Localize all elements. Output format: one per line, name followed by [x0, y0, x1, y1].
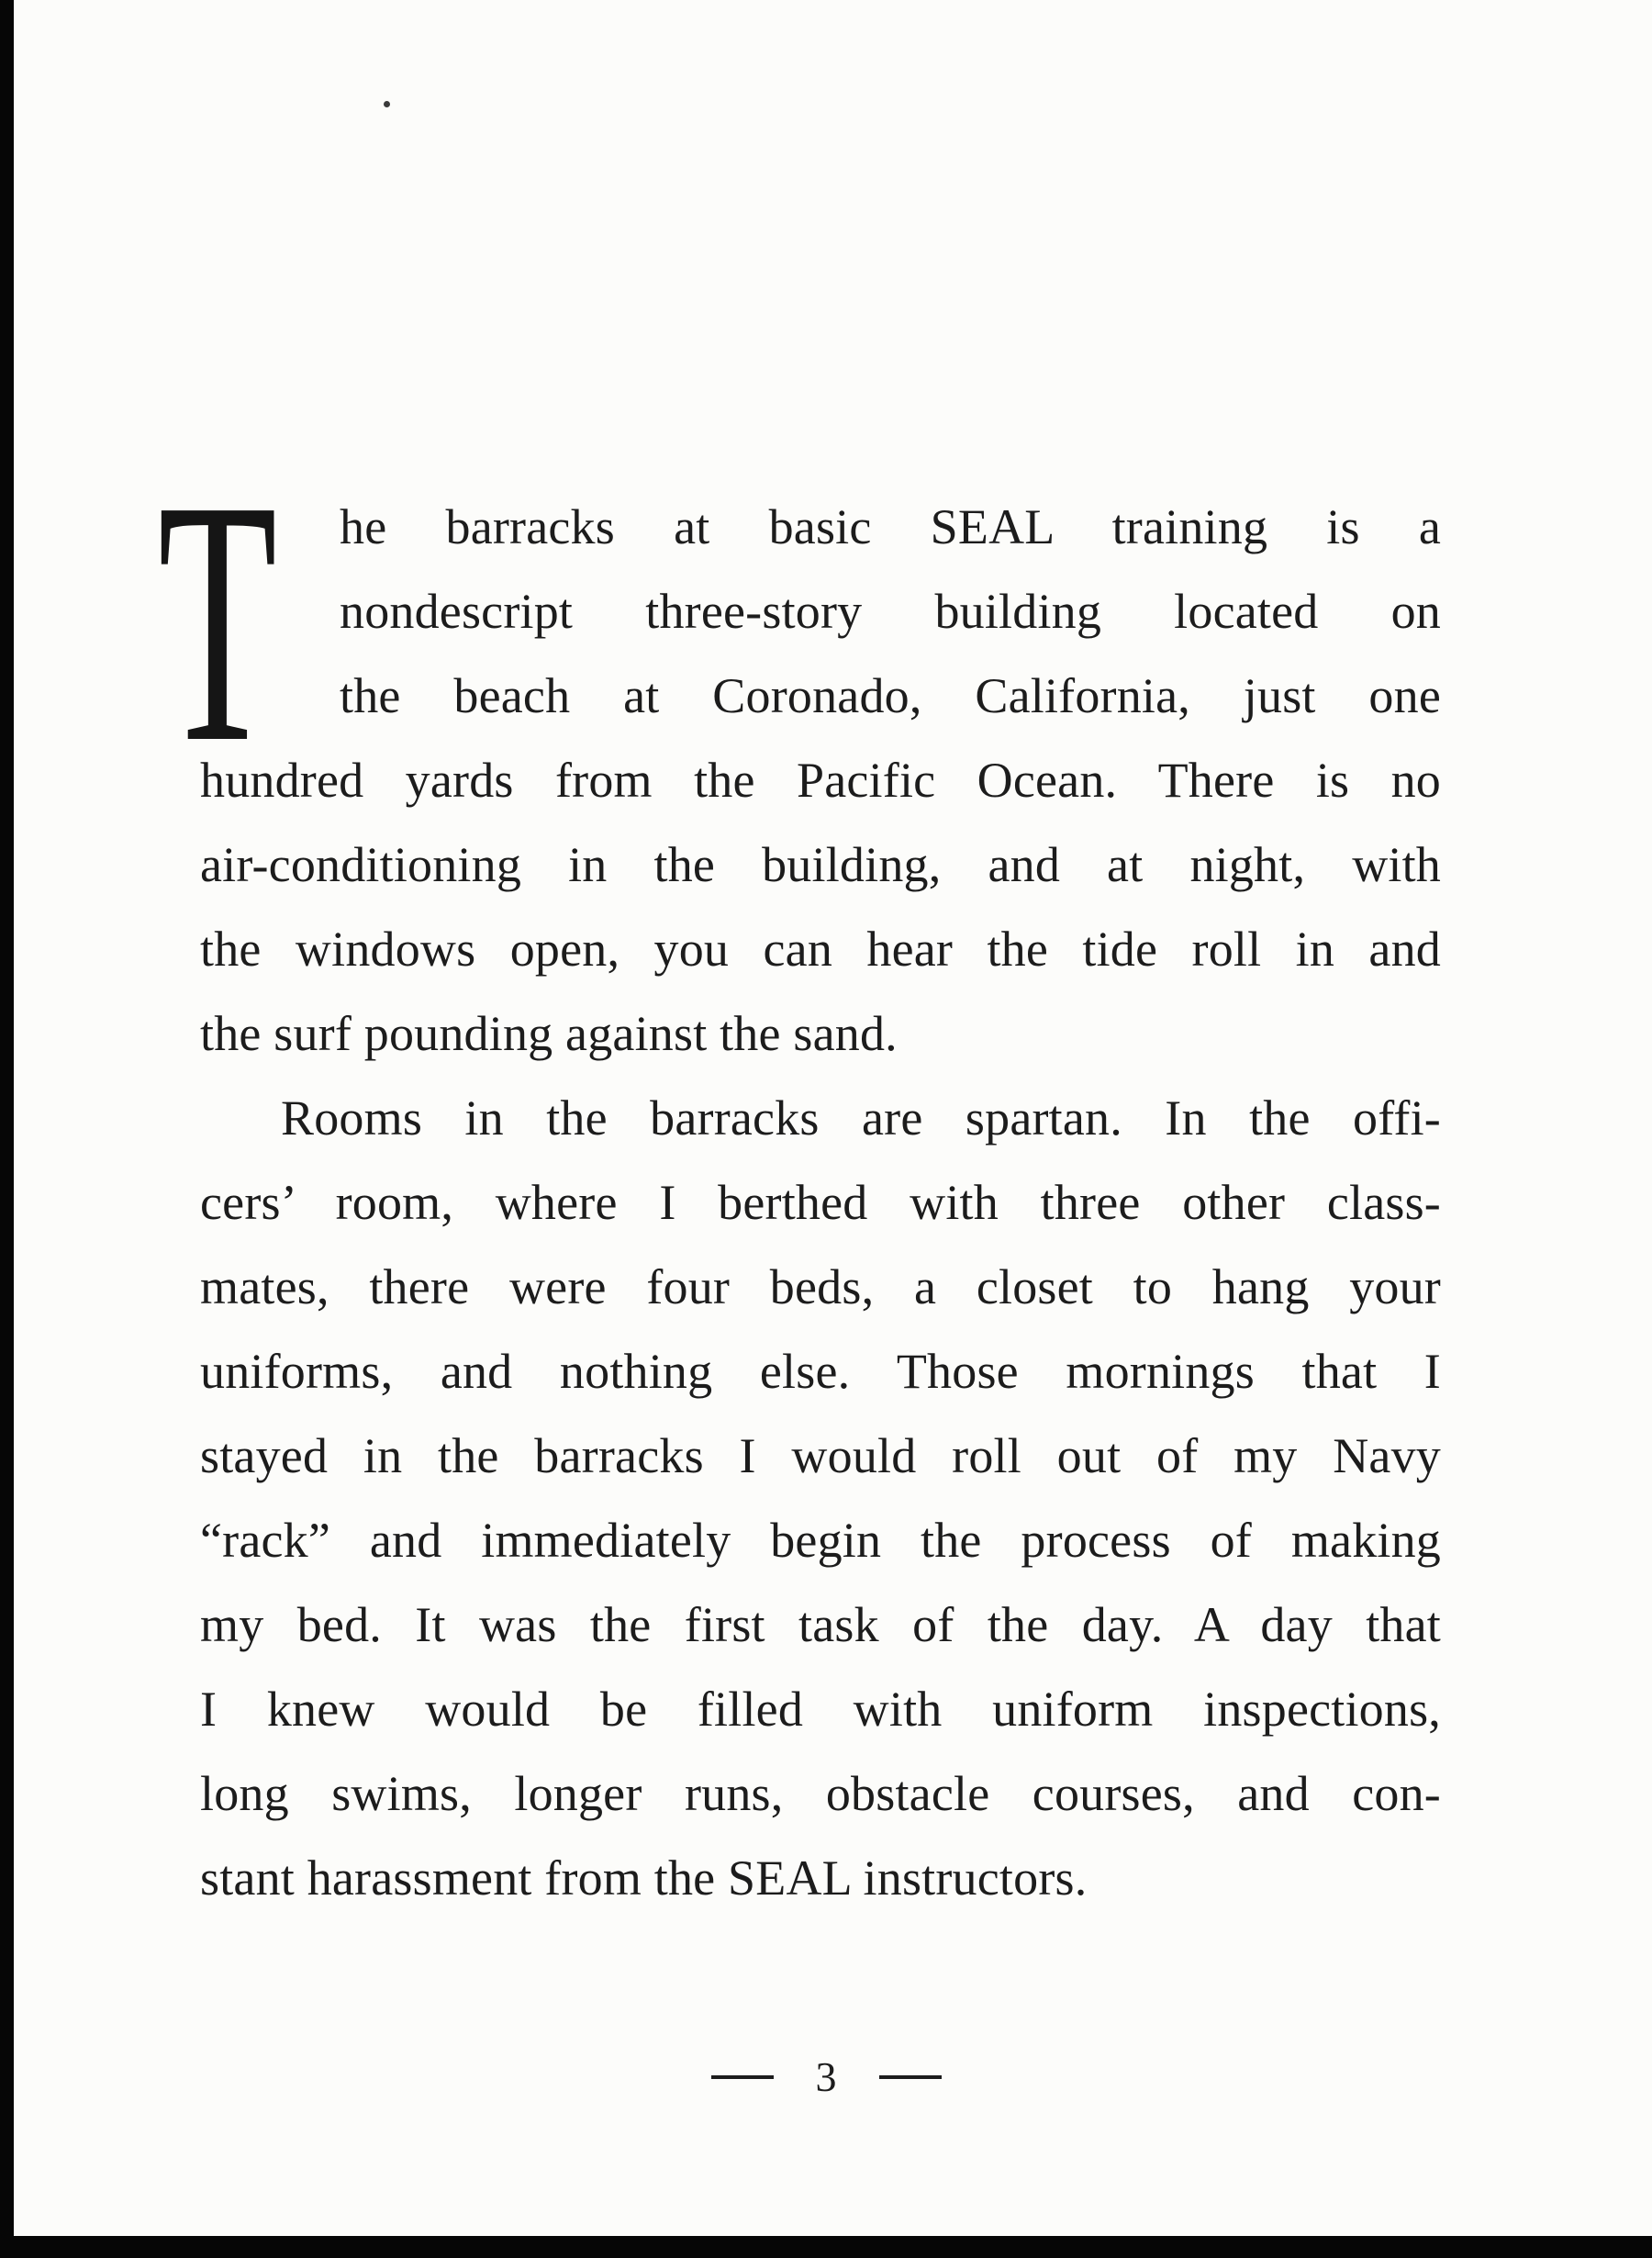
text-line: long swims, longer runs, obstacle courses, and con-	[200, 1766, 1441, 1821]
text-line: nondescript three-story building located on	[340, 584, 1441, 639]
text-line: Rooms in the barracks are spartan. In the offi-	[281, 1090, 1441, 1146]
text-line: stant harassment from the SEAL instructors.	[200, 1850, 1088, 1906]
text-line: uniforms, and nothing else. Those mornings that I	[200, 1344, 1441, 1399]
text-line: hundred yards from the Pacific Ocean. There is no	[200, 753, 1441, 808]
text-line: mates, there were four beds, a closet to hang your	[200, 1259, 1441, 1314]
body-text	[158, 429, 1441, 1920]
text-line: the windows open, you can hear the tide roll in and	[200, 922, 1441, 977]
text-line: he barracks at basic SEAL training is a	[340, 499, 1441, 554]
page-footer	[0, 2053, 1652, 2100]
text-line: the surf pounding against the sand.	[200, 1006, 898, 1061]
text-line: stayed in the barracks I would roll out of my Navy	[200, 1428, 1441, 1483]
page-number: 3	[815, 2053, 837, 2100]
text-line: the beach at Coronado, California, just one	[340, 668, 1441, 723]
text-line: air-conditioning in the building, and at night, with	[200, 837, 1441, 892]
drop-cap-letter: T	[158, 429, 278, 815]
text-line: my bed. It was the first task of the day. A day that	[200, 1597, 1441, 1652]
drop-cap	[158, 429, 291, 815]
page-number-rule-right	[879, 2075, 942, 2079]
scan-edge-bottom	[0, 2236, 1652, 2258]
text-line: “rack” and immediately begin the process of making	[200, 1513, 1441, 1568]
text-line: cers’ room, where I berthed with three other class-	[200, 1175, 1441, 1230]
ink-speck	[384, 101, 390, 107]
text-line: I knew would be filled with uniform inspections,	[200, 1682, 1441, 1737]
scan-edge-left	[0, 0, 14, 2258]
page-number-rule-left	[711, 2075, 774, 2079]
